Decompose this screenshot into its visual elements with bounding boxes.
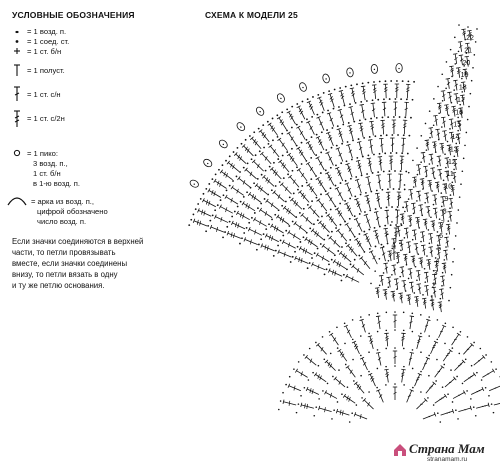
- row-number-2: 2: [431, 282, 436, 290]
- note-line-4: внизу, то петли вязать в одну: [12, 270, 118, 279]
- note-line-1: Если значки соединяются в верхней: [12, 237, 144, 246]
- row-number-9: 9: [444, 195, 449, 203]
- picot-line-3: 1 ст. б/н: [33, 169, 61, 178]
- row-numbers: [430, 35, 474, 302]
- row-number-15: 15: [453, 121, 462, 129]
- row-number-7: 7: [440, 220, 445, 228]
- picot-line-2: 3 возд. п.,: [33, 159, 68, 168]
- arch-line-3: число возд. п.: [37, 217, 87, 226]
- row-number-3: 3: [433, 270, 438, 278]
- legend-item-dc: = 1 ст. с/н: [27, 90, 61, 99]
- row-number-5: 5: [437, 245, 442, 253]
- fan-motif: [188, 63, 415, 282]
- row-number-1: 1: [430, 295, 434, 302]
- row-number-4: 4: [435, 257, 440, 265]
- legend-item-sc: = 1 ст. б/н: [27, 47, 62, 56]
- house-icon: [393, 443, 407, 457]
- row-number-14: 14: [451, 134, 460, 142]
- note-line-5: и ту же петлю основания.: [12, 281, 105, 290]
- row-number-11: 11: [446, 171, 454, 179]
- note-line-3: вместе, если значки соединены: [12, 259, 128, 268]
- watermark-brand: Страна Мам: [409, 441, 485, 456]
- picot-line-4: в 1-ю возд. п.: [33, 179, 80, 188]
- row-number-18: 18: [458, 84, 467, 92]
- row-number-12: 12: [448, 158, 456, 166]
- bottom-fan-motif: [278, 311, 500, 423]
- strip-motif: [370, 24, 478, 312]
- legend-item-tr: = 1 ст. с/2н: [27, 114, 65, 123]
- row-number-22: 22: [466, 35, 474, 42]
- watermark: [393, 441, 497, 465]
- row-number-10: 10: [444, 183, 453, 191]
- row-number-6: 6: [439, 233, 444, 241]
- legend-item-chain: = 1 возд. п.: [27, 27, 67, 36]
- legend-item-slip: = 1 соед. ст.: [27, 37, 70, 46]
- legend-item-hdc: = 1 полуст.: [27, 66, 65, 75]
- row-number-17: 17: [457, 96, 465, 104]
- row-number-21: 21: [464, 47, 473, 55]
- picot-line-1: = 1 пико:: [27, 149, 58, 158]
- row-number-20: 20: [462, 59, 471, 67]
- legend-title: УСЛОВНЫЕ ОБОЗНАЧЕНИЯ: [12, 10, 135, 20]
- row-number-16: 16: [455, 109, 464, 117]
- row-number-13: 13: [449, 146, 458, 154]
- scheme-title: СХЕМА К МОДЕЛИ 25: [205, 10, 298, 20]
- note-line-2: части, то петли провязывать: [12, 248, 116, 257]
- arch-line-2: цифрой обозначено: [37, 207, 108, 216]
- row-number-8: 8: [442, 208, 447, 216]
- row-number-19: 19: [460, 72, 469, 80]
- watermark-url: stranamam.ru: [427, 456, 468, 463]
- arch-line-1: = арка из возд. п.,: [31, 197, 95, 206]
